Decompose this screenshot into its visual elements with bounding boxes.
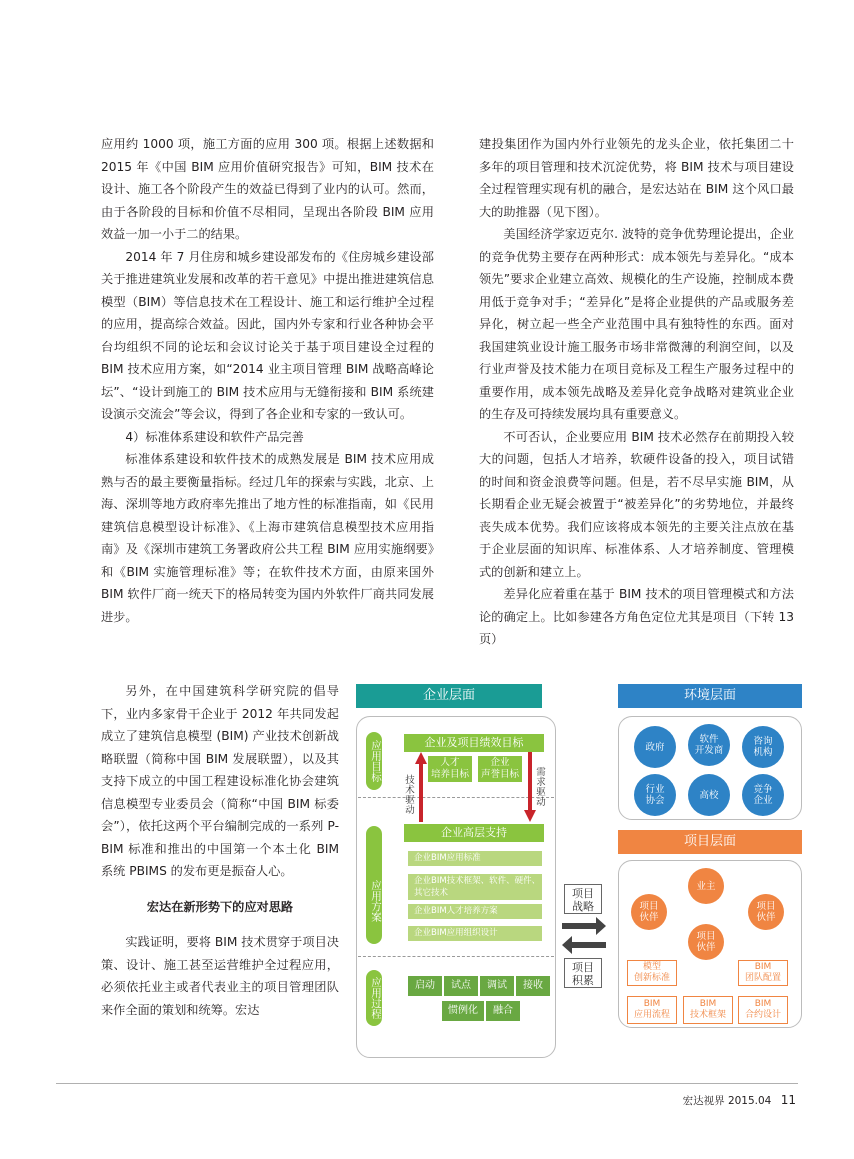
- bim-framework-diagram: [356, 684, 802, 1066]
- owner-circle: 业主: [688, 868, 724, 904]
- footer: [683, 1093, 796, 1108]
- goal-bar: 企业及项目绩效目标: [404, 734, 544, 752]
- plan-item: 企业BIM技术框架、软件、硬件、其它技术: [408, 874, 542, 900]
- env-circle: 行业 协会: [634, 774, 676, 816]
- step: 调试: [480, 976, 514, 996]
- paragraph: 另外，在中国建筑科学研究院的倡导下，业内多家骨干企业于 2012 年共同发起成立了建筑信息模型 (BIM) 产业技术创新战略联盟（简称中国 BIM 发展联盟），以及其支持下成立的中国工程建设标准化协会建筑信息模型专业委员会（简称“中国 BIM 标委会”），依托这两个平台编制完成的一系列 P-BIM 标准和推出的中国第一个本土化 BIM 系统 PBIMS 的发布更是振奋人心。: [101, 684, 339, 878]
- left-column-lower: [101, 680, 339, 1021]
- reputation-goal-box: 企业 声誉目标: [478, 756, 522, 782]
- plan-item: 企业BIM应用组织设计: [408, 926, 542, 941]
- paragraph: 应用约 1000 项，施工方面的应用 300 项。根据上述数据和 2015 年《中国 BIM 应用价值研究报告》可知，BIM 技术在设计、施工各个阶段产生的效益已得到了业内的认可。然而，由于各阶段的目标和价值不尽相同，呈现出各阶段 BIM 应用效益一加一小于二的结果。: [101, 137, 434, 241]
- project-box: BIM 合约设计: [738, 996, 788, 1024]
- app-goal-label: 应用目标: [366, 732, 382, 790]
- footer-rule: [56, 1083, 798, 1084]
- step: 融合: [486, 1001, 520, 1021]
- step: 试点: [444, 976, 478, 996]
- project-box: BIM 应用流程: [627, 996, 677, 1024]
- talent-goal-box: 人才 培养目标: [428, 756, 472, 782]
- app-plan-label: 应用方案: [366, 826, 382, 944]
- paragraph: 2014 年 7 月住房和城乡建设部发布的《住房城乡建设部关于推进建筑业发展和改革的若干意见》中提出推进建筑信息模型（BIM）等信息技术在工程设计、施工和运行维护全过程的应用，提高综合效益。因此，国内外专家和行业各种协会平台均组织不同的论坛和会议讨论关于基于项目建设全过程的 BIM 技术应用方案，如“2014 业主项目管理 BIM 战略高峰论坛”、“设计到施工的 BIM 技术应用与无缝衔接和 BIM 系统建设演示交流会”等会议，得到了各企业和专家的一致认可。: [101, 249, 434, 421]
- right-arrow: [562, 917, 606, 935]
- enterprise-header: 企业层面: [356, 684, 542, 708]
- process-label: 应用过程: [366, 970, 382, 1026]
- paragraph: 实践证明，要将 BIM 技术贯穿于项目决策、设计、施工甚至运营维护全过程应用，必须依托业主或者代表业主的项目管理团队来作全面的策划和统筹。宏达: [101, 935, 339, 1017]
- right-column: [479, 133, 794, 651]
- env-circle: 咨询 机构: [742, 726, 784, 768]
- spacer: [101, 918, 339, 931]
- project-strategy-box: 项目 战略: [564, 884, 602, 914]
- paragraph: 建投集团作为国内外行业领先的龙头企业，依托集团二十多年的项目管理和技术沉淀优势，将 BIM 技术与项目建设全过程管理实现有机的融合，是宏达站在 BIM 这个风口最大的助推器（见下图）。: [479, 137, 794, 219]
- demand-drive-label: 需求驱动: [536, 767, 546, 808]
- step: 接收: [516, 976, 550, 996]
- tech-drive-label: 技术驱动: [405, 775, 415, 816]
- project-accumulation-box: 项目 积累: [564, 958, 602, 988]
- publication-name: 宏达视界 2015.04: [682, 1095, 772, 1107]
- left-column-upper: [101, 133, 434, 673]
- subheading: 4）标准体系建设和软件产品完善: [125, 429, 304, 444]
- step: 惯例化: [442, 1001, 484, 1021]
- project-box: 模型 创新标准: [627, 960, 677, 986]
- plan-item: 企业BIM人才培养方案: [408, 904, 542, 919]
- paragraph: 不可否认，企业要应用 BIM 技术必然存在前期投入较大的问题，包括人才培养，软硬件设备的投入，项目试错的时间和资金浪费等问题。但是，若不尽早实施 BIM，从长期看企业无疑会被置于“被差异化”的劣势地位，并最终丧失成本优势。我们应该将成本领先的主要关注点放在基于企业层面的知识库、标准体系、人才培养制度、管理模式的创新和建立上。: [479, 429, 794, 579]
- spacer: [101, 883, 339, 896]
- demand-drive-arrow: [524, 752, 536, 822]
- paragraph: 差异化应着重在基于 BIM 技术的项目管理模式和方法论的确定上。比如参建各方角色定位尤其是项目（下转 13 页）: [479, 587, 794, 646]
- env-circle: 政府: [634, 726, 676, 768]
- env-circle: 软件 开发商: [688, 724, 730, 766]
- project-box: BIM 技术框架: [683, 996, 733, 1024]
- tech-drive-arrow: [415, 752, 427, 822]
- paragraph-text: 标准体系建设和软件技术的成熟发展是 BIM 技术应用成熟与否的最主要衡量指标。经过几年的探索与实践，北京、上海、深圳等地方政府率先推出了地方性的标准指南，如《民用建筑信息模型设计标准》、《上海市建筑信息模型技术应用指南》及《深圳市建筑工务署政府公共工程 BIM 应用实施纲要》和《BIM 实施管理标准》等；在软件技术方面，由原来国外 BIM 软件厂商一统天下的格局转变为国内外软件厂商共同发展进步。: [101, 452, 434, 624]
- plan-item: 企业BIM应用标准: [408, 851, 542, 866]
- paragraph: [101, 448, 434, 628]
- section-heading: 宏达在新形势下的应对思路: [146, 899, 294, 914]
- env-circle: 竞争 企业: [742, 774, 784, 816]
- support-bar: 企业高层支持: [404, 824, 544, 842]
- partner-circle: 项目 伙伴: [631, 894, 667, 930]
- project-header: 项目层面: [618, 830, 802, 854]
- environment-header: 环境层面: [618, 684, 802, 708]
- partner-circle: 项目 伙伴: [748, 894, 784, 930]
- paragraph: 美国经济学家迈克尔. 波特的竞争优势理论提出，企业的竞争优势主要存在两种形式：成本领先与差异化。“成本领先”要求企业建立高效、规模化的生产设施，控制成本费用低于竞争对手；“差异化”是将企业提供的产品或服务差异化，树立起一些全产业范围中具有独特性的东西。面对我国建筑业设计施工服务市场非常微薄的利润空间，以及行业声誉及技术能力在项目竞标及工程生产服务过程中的重要作用，成本领先战略及差异化竞争战略对建筑业企业的生存及可持续发展均具有重要意义。: [479, 227, 794, 421]
- project-box: BIM 团队配置: [738, 960, 788, 986]
- step: 启动: [408, 976, 442, 996]
- partner-circle: 项目 伙伴: [688, 924, 724, 960]
- page-number: 11: [780, 1093, 796, 1107]
- left-arrow: [562, 936, 606, 954]
- env-circle: 高校: [688, 774, 730, 816]
